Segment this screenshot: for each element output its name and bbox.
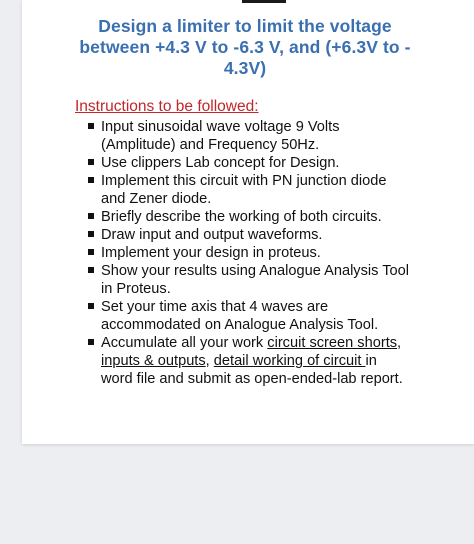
list-item: Input sinusoidal wave voltage 9 Volts (Amplitude) and Frequency 50Hz.	[84, 118, 464, 154]
bullet-icon	[88, 231, 94, 237]
list-item: Draw input and output waveforms.	[84, 226, 464, 244]
list-item: Use clippers Lab concept for Design.	[84, 154, 464, 172]
top-divider-bar	[242, 0, 286, 3]
title-line-3: 4.3V)	[223, 58, 267, 78]
title-line-1: Design a limiter to limit the voltage	[98, 16, 392, 36]
bullet-icon	[88, 339, 94, 345]
document-title	[62, 16, 428, 79]
bullet-icon	[88, 303, 94, 309]
underlined-text: detail working of circuit	[213, 353, 366, 369]
bullet-icon	[88, 177, 94, 183]
bullet-icon	[88, 213, 94, 219]
instructions-heading: Instructions to be followed:	[75, 98, 259, 115]
bullet-icon	[88, 159, 94, 165]
document-page	[22, 0, 474, 444]
title-line-2: between +4.3 V to -6.3 V, and (+6.3V to -	[79, 37, 411, 57]
instructions-list	[84, 118, 464, 388]
list-item: Show your results using Analogue Analysis Tool in Proteus.	[84, 262, 464, 298]
underlined-text: inputs & outputs	[101, 353, 206, 369]
bullet-icon	[88, 267, 94, 273]
list-item: Briefly describe the working of both circuits.	[84, 208, 464, 226]
bullet-icon	[88, 249, 94, 255]
list-item: Implement your design in proteus.	[84, 244, 464, 262]
list-item: Implement this circuit with PN junction diode and Zener diode.	[84, 172, 464, 208]
underlined-text: circuit screen shorts	[267, 335, 398, 351]
list-item: Accumulate all your work circuit screen shorts, inputs & outputs, detail working of circuit in word file and submit as open-ended-lab report.	[84, 334, 464, 388]
bullet-icon	[88, 123, 94, 129]
list-item: Set your time axis that 4 waves are accommodated on Analogue Analysis Tool.	[84, 298, 464, 334]
